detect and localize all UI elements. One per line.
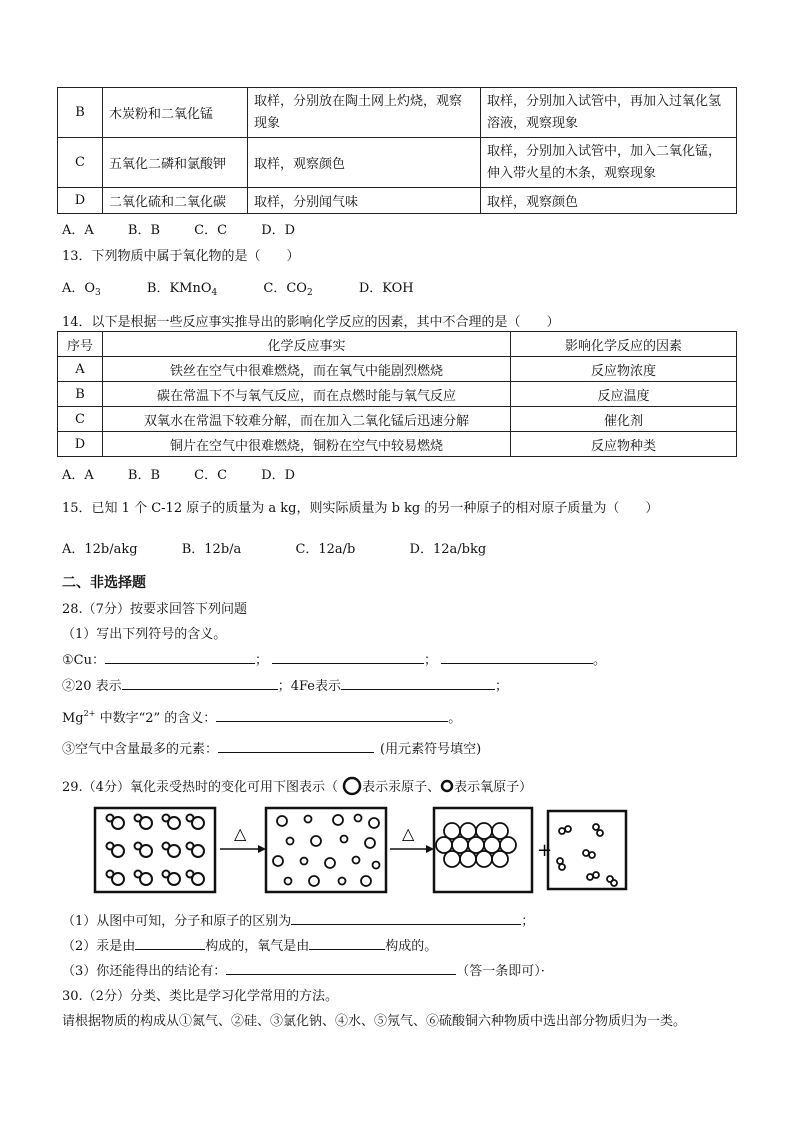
q28-cu-blank2[interactable] xyxy=(272,651,424,664)
row-c-method1: 取样，观察颜色 xyxy=(248,138,481,188)
q28-o2-blank[interactable] xyxy=(122,677,278,690)
row-b-method1: 取样，分别放在陶土网上灼烧，观察现象 xyxy=(248,88,481,138)
heat-symbol-2: △ xyxy=(402,824,415,843)
q14-header-fact: 化学反应事实 xyxy=(103,332,511,357)
q12-options xyxy=(62,219,295,238)
row-c-method2: 取样，分别加入试管中，加入二氧化锰，伸入带火星的木条，观察现象 xyxy=(481,138,737,188)
q15-option-a[interactable]: A．12b/akg xyxy=(62,542,138,557)
oxygen-atom-legend-icon xyxy=(440,779,454,793)
q29-oxygen-blank[interactable] xyxy=(309,937,385,950)
row-b-id: B xyxy=(58,88,103,138)
q30-text: 请根据物质的构成从①氮气、②硅、③氯化钠、④水、⑤氖气、⑥硫酸铜六种物质中选出部分物质归为一类。 xyxy=(62,1014,687,1029)
q12-table xyxy=(57,87,737,214)
q28-air-label: ③空气中含量最多的元素： xyxy=(62,742,219,757)
q14-option-b[interactable]: B．B xyxy=(127,468,161,483)
q29-s1-label: （1）从图中可知，分子和原子的区别为 xyxy=(62,914,292,929)
q12-option-a[interactable]: A．A xyxy=(62,223,94,238)
q14-row-c-id: C xyxy=(58,407,103,432)
q28-cu-blank3[interactable] xyxy=(441,651,593,664)
q14-row-b-id: B xyxy=(58,382,103,407)
oxygen-molecules xyxy=(557,824,617,886)
q29-s3-blank[interactable] xyxy=(226,962,456,975)
mercury-atoms xyxy=(436,823,516,867)
q14-option-c[interactable]: C．C xyxy=(194,468,228,483)
q13-option-d[interactable]: D．KOH xyxy=(358,281,414,296)
row-d-method2: 取样，观察颜色 xyxy=(481,188,737,214)
q29-diagram xyxy=(92,805,632,895)
q29-stem: 29.（4分）氧化汞受热时的变化可用下图表示（ 表示汞原子、 表示氧原子） xyxy=(62,776,532,796)
q15-option-b[interactable]: B．12b/a xyxy=(181,542,242,557)
q28-stem: 28.（7分）按要求回答下列问题 xyxy=(62,602,247,617)
q14-option-a[interactable]: A．A xyxy=(62,468,94,483)
q28-fe-label: ；4Fe表示 xyxy=(277,679,341,694)
q13-option-a[interactable]: A．$O_3$ xyxy=(62,281,101,298)
q14-row-a-id: A xyxy=(58,357,103,382)
mercury-oxide-molecules xyxy=(107,815,205,886)
q15-options xyxy=(62,538,486,557)
q12-option-c[interactable]: C．C xyxy=(194,223,228,238)
q28-mg-line: $Mg^{2+}$ 中数字“2” 的含义： 。 xyxy=(62,709,462,726)
q13-option-c[interactable]: C．$CO_2$ xyxy=(263,281,313,298)
section2-title: 二、非选择题 xyxy=(62,575,146,591)
q14-row-c-fact: 双氧水在常温下较难分解，而在加入二氧化锰后迅速分解 xyxy=(103,407,511,432)
q28-mg-blank[interactable] xyxy=(216,709,448,722)
row-b-method2: 取样，分别加入试管中，再加入过氧化氢溶液，观察现象 xyxy=(481,88,737,138)
q30-stem: 30.（2分）分类、类比是学习化学常用的方法。 xyxy=(62,989,338,1004)
q13-option-b[interactable]: B．KMnO$_4$ xyxy=(146,281,218,298)
q28-fe-blank[interactable] xyxy=(341,677,495,690)
q28-air-line xyxy=(62,738,481,757)
q13-options xyxy=(62,277,414,298)
q28-cu-blank1[interactable] xyxy=(105,651,255,664)
q14-row-a-factor: 反应物浓度 xyxy=(511,357,737,382)
q14-row-a-fact: 铁丝在空气中很难燃烧，而在氧气中能剧烈燃烧 xyxy=(103,357,511,382)
q12-option-d[interactable]: D．D xyxy=(261,223,296,238)
q29-s1-blank[interactable] xyxy=(291,912,521,925)
q29-s2-line: （2）汞是由 构成的，氧气是由 构成的。 xyxy=(62,939,438,954)
q28-mg-label: 中数字“2” 的含义： xyxy=(95,711,217,726)
heat-symbol-1: △ xyxy=(234,824,247,843)
row-d-method1: 取样，分别闻气味 xyxy=(248,188,481,214)
row-b-substances: 木炭粉和二氧化锰 xyxy=(103,88,248,138)
q29-s3-label: （3）你还能得出的结论有： xyxy=(62,964,227,979)
q14-row-d-fact: 铜片在空气中很难燃烧，铜粉在空气中较易燃烧 xyxy=(103,432,511,457)
q14-table xyxy=(57,331,737,457)
q15-option-d[interactable]: D．12a/bkg xyxy=(409,542,487,557)
q14-row-d-id: D xyxy=(58,432,103,457)
q15-stem: 15．已知 1 个 C-12 原子的质量为 a kg，则实际质量为 b kg 的另一种原子的相对原子质量为（ ） xyxy=(62,501,659,516)
row-d-id: D xyxy=(58,188,103,214)
q28-sub1: （1）写出下列符号的含义。 xyxy=(62,627,227,642)
q28-air-blank[interactable] xyxy=(218,740,374,753)
plus-sign: + xyxy=(537,840,553,861)
q29-s1-line: （1）从图中可知，分子和原子的区别为 ； xyxy=(62,914,535,929)
q15-option-c[interactable]: C．12a/b xyxy=(295,542,356,557)
q14-option-d[interactable]: D．D xyxy=(261,468,296,483)
q14-header-factor: 影响化学反应的因素 xyxy=(511,332,737,357)
q28-air-note: (用元素符号填空) xyxy=(380,742,482,757)
q29-s3-line: （3）你还能得出的结论有： （答一条即可）· xyxy=(62,964,545,979)
q28-cu-line: ①Cu： ； ； 。 xyxy=(62,653,607,668)
q14-row-c-factor: 催化剂 xyxy=(511,407,737,432)
q14-row-b-fact: 碳在常温下不与氧气反应，而在点燃时能与氧气反应 xyxy=(103,382,511,407)
q28-o2-label: ②20 表示 xyxy=(62,679,122,694)
q28-cu-label: ①Cu： xyxy=(62,653,105,668)
row-c-substances: 五氧化二磷和氯酸钾 xyxy=(103,138,248,188)
q12-option-b[interactable]: B．B xyxy=(127,223,161,238)
q14-stem: 14．以下是根据一些反应事实推导出的影响化学反应的因素，其中不合理的是（ ） xyxy=(62,315,560,330)
q14-row-d-factor: 反应物种类 xyxy=(511,432,737,457)
q14-options xyxy=(62,464,295,483)
row-d-substances: 二氧化硫和二氧化碳 xyxy=(103,188,248,214)
separated-atoms xyxy=(273,815,380,887)
q14-header-id: 序号 xyxy=(58,332,103,357)
mercury-atom-legend-icon xyxy=(342,776,362,796)
q13-stem: 13．下列物质中属于氧化物的是（ ） xyxy=(62,249,300,264)
q28-o2-line: ②20 表示 ；4Fe表示 ； xyxy=(62,679,508,694)
q14-row-b-factor: 反应温度 xyxy=(511,382,737,407)
q29-mercury-blank[interactable] xyxy=(135,937,205,950)
row-c-id: C xyxy=(58,138,103,188)
